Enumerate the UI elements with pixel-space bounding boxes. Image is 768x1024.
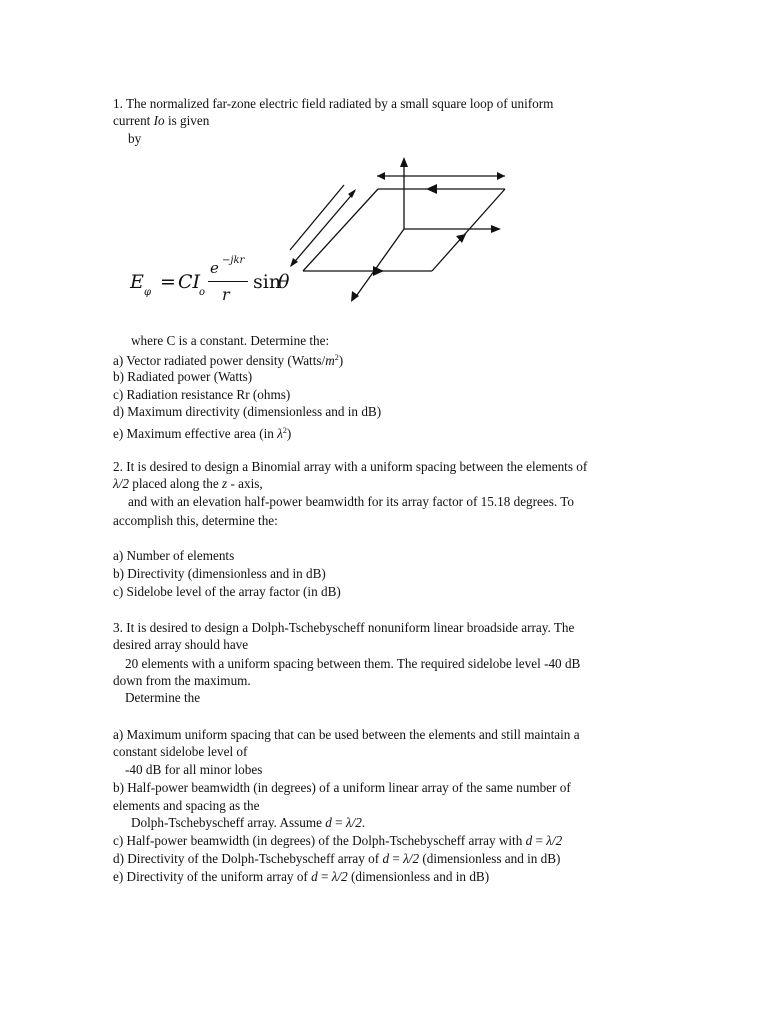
q3-item-b-line-2: elements and spacing as the bbox=[113, 798, 260, 813]
formula-exponent: −jkr bbox=[222, 255, 245, 266]
q3-item-b-line-3 bbox=[131, 815, 365, 831]
q3-item-e-spacing: λ/2 bbox=[331, 869, 348, 884]
q3-item-d-eq: = bbox=[389, 851, 404, 866]
q3-item-e-post: (dimensionless and in dB) bbox=[347, 869, 490, 884]
q1-item-a-unit-sup: 2 bbox=[334, 353, 339, 362]
q2-line-2-text: placed along the bbox=[128, 476, 222, 491]
dimension-left-arrow-top bbox=[348, 189, 356, 198]
q3-item-e bbox=[113, 869, 489, 885]
q3-item-c-eq: = bbox=[532, 833, 547, 848]
x-axis bbox=[357, 229, 404, 295]
q1-item-d: d) Maximum directivity (dimensionless and in dB) bbox=[113, 404, 382, 419]
q3-item-e-d-var: d bbox=[311, 869, 318, 884]
q3-item-d-text: d) Directivity of the Dolph-Tschebyscheff array of bbox=[113, 851, 383, 866]
current-arrow-bottom bbox=[373, 266, 384, 276]
q3-item-a-line-1: a) Maximum uniform spacing that can be used between the elements and still maintain a bbox=[113, 727, 580, 742]
dimension-left bbox=[291, 191, 355, 266]
dimension-top-arrow-left bbox=[377, 172, 385, 180]
q2-line-2 bbox=[113, 476, 263, 492]
z-axis-arrowhead bbox=[400, 157, 408, 167]
x-axis-arrowhead bbox=[351, 291, 359, 302]
y-axis-arrowhead bbox=[491, 225, 501, 233]
q3-item-b-eq: = bbox=[331, 815, 346, 830]
q2-axis-var: z bbox=[222, 476, 228, 491]
q3-item-d-post: (dimensionless and in dB) bbox=[419, 851, 561, 866]
formula-e-field: E bbox=[130, 271, 144, 293]
q3-item-c-d-var: d bbox=[525, 833, 533, 848]
formula-denominator: r bbox=[222, 285, 230, 304]
q1-item-b: b) Radiated power (Watts) bbox=[113, 369, 253, 384]
formula-phi-subscript: φ bbox=[144, 287, 152, 298]
q2-spacing-var: λ/2 bbox=[113, 476, 129, 491]
q3-item-c bbox=[113, 833, 562, 849]
q3-item-d-spacing: λ/2 bbox=[403, 851, 420, 866]
q1-item-c: c) Radiation resistance Rr (ohms) bbox=[113, 387, 291, 402]
current-arrow-top bbox=[426, 184, 437, 194]
dimension-left-guide bbox=[290, 185, 344, 250]
q2-item-b: b) Directivity (dimensionless and in dB) bbox=[113, 566, 326, 581]
q1-item-e bbox=[113, 423, 291, 442]
formula-o-subscript: o bbox=[199, 287, 206, 298]
q3-line-1: 3. It is desired to design a Dolph-Tschebyscheff nonuniform linear broadside array. The bbox=[113, 620, 575, 635]
formula-constant-current: CI bbox=[178, 271, 201, 293]
q1-intro: where C is a constant. Determine the: bbox=[131, 333, 330, 348]
q3-line-3: 20 elements with a uniform spacing between them. The required sidelobe level -40 dB bbox=[125, 656, 581, 671]
q1-item-e-lambda: λ bbox=[277, 426, 283, 441]
q1-line-2-text: current bbox=[113, 113, 154, 128]
q3-item-c-spacing: λ/2 bbox=[546, 833, 563, 848]
q3-item-a-line-3: -40 dB for all minor lobes bbox=[125, 762, 263, 777]
formula-fraction-bar bbox=[208, 281, 248, 282]
q1-item-e-lambda-sup: 2 bbox=[282, 426, 287, 435]
q3-item-b-line-3-text: Dolph-Tschebyscheff array. Assume bbox=[131, 815, 326, 830]
loop-left-edge bbox=[303, 189, 378, 271]
formula-theta: θ bbox=[278, 271, 290, 293]
q1-item-a-unit: m bbox=[325, 353, 335, 368]
q1-line-3: by bbox=[128, 131, 142, 146]
q2-line-1: 2. It is desired to design a Binomial array with a uniform spacing between the elements of bbox=[113, 459, 588, 474]
q2-item-c: c) Sidelobe level of the array factor (in dB) bbox=[113, 584, 341, 599]
formula-sin: sin bbox=[253, 271, 282, 293]
q3-item-e-text: e) Directivity of the uniform array of bbox=[113, 869, 312, 884]
dimension-top-arrow-right bbox=[497, 172, 505, 180]
q1-item-a-text: a) Vector radiated power density (Watts/ bbox=[113, 353, 326, 368]
q1-item-a bbox=[113, 350, 343, 369]
q2-line-2-post: - axis, bbox=[227, 476, 263, 491]
q2-item-a: a) Number of elements bbox=[113, 548, 235, 563]
q3-item-d bbox=[113, 851, 560, 867]
q1-line-1: 1. The normalized far-zone electric field radiated by a small square loop of uniform bbox=[113, 96, 554, 111]
q2-line-3: and with an elevation half-power beamwidth for its array factor of 15.18 degrees. To bbox=[128, 494, 574, 509]
q1-current-var: Io bbox=[153, 113, 165, 128]
far-field-formula bbox=[130, 255, 300, 315]
q3-line-2: desired array should have bbox=[113, 637, 249, 652]
q3-item-c-text: c) Half-power beamwidth (in degrees) of the Dolph-Tschebyscheff array with bbox=[113, 833, 526, 848]
q3-item-b-spacing: λ/2 bbox=[345, 815, 362, 830]
q1-item-e-text: e) Maximum effective area (in bbox=[113, 426, 278, 441]
q3-item-e-eq: = bbox=[317, 869, 332, 884]
q2-line-4: accomplish this, determine the: bbox=[113, 513, 278, 528]
q1-item-e-post: ) bbox=[286, 426, 292, 441]
q3-item-a-line-2: constant sidelobe level of bbox=[113, 744, 248, 759]
q1-line-2-post: is given bbox=[164, 113, 210, 128]
q3-item-b-post: . bbox=[361, 815, 366, 830]
q3-line-5: Determine the bbox=[125, 690, 201, 705]
q3-item-b-line-1: b) Half-power beamwidth (in degrees) of a uniform linear array of the same number of bbox=[113, 780, 571, 795]
q3-item-b-d-var: d bbox=[325, 815, 332, 830]
q1-item-a-post: ) bbox=[338, 353, 344, 368]
formula-numerator: e bbox=[210, 259, 219, 277]
q3-item-d-d-var: d bbox=[382, 851, 390, 866]
q3-line-4: down from the maximum. bbox=[113, 673, 251, 688]
formula-equals: = bbox=[160, 271, 176, 293]
